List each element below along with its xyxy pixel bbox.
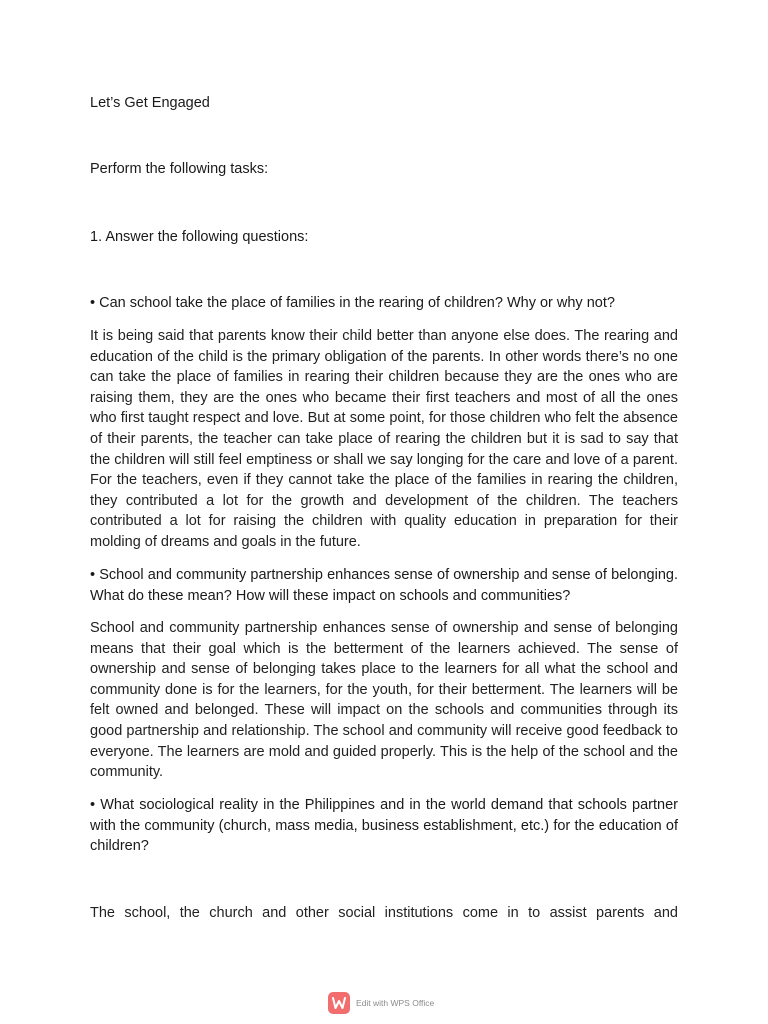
footer-text: Edit with WPS Office <box>356 998 435 1008</box>
question-2: • School and community partnership enhances sense of ownership and sense of belonging. What do these mean? How will these impact on schools and communities? <box>90 567 678 604</box>
section-title: Let’s Get Engaged <box>90 95 210 111</box>
answer-1: It is being said that parents know their child better than anyone else does. The rearing and education of the child is the primary obligation of the parents. In other words there’s no one can take the place of families in rearing their children because they are the ones who are raising them, they are the ones who became their first teachers and most of all the ones who first taught respect and love. But at some point, for those children who felt the absence of their parents, the teacher can take place of rearing the children but it is sad to say that the children will still feel emptiness or shall we say longing for the care and love of a parent. For the teachers, even if they cannot take the place of the families in rearing the children, they contributed a lot for the growth and development of the children. The teachers contributed a lot for raising the children with quality education in preparation for their molding of dreams and goals in the future. <box>90 328 678 550</box>
wps-office-logo-icon <box>328 992 350 1014</box>
answer-3: The school, the church and other social institutions come in to assist parents and <box>90 905 678 921</box>
question-3: • What sociological reality in the Philippines and in the world demand that schools partner with the community (church, mass media, business establishment, etc.) for the education of children? <box>90 797 678 854</box>
answer-2: School and community partnership enhances sense of ownership and sense of belonging means that their goal which is the betterment of the learners achieved. The sense of ownership and sense of belonging takes place to the learners for all what the school and community done is for the learners, for the youth, for their betterment. The learners will be felt owned and belonged. These will impact on the schools and communities through its good partnership and relationship. The school and community will receive good feedback to everyone. The learners are mold and guided properly. This is the help of the school and the community. <box>90 620 678 781</box>
intro-text: Perform the following tasks: <box>90 161 269 177</box>
wps-footer[interactable] <box>328 991 434 1015</box>
question-1: • Can school take the place of families in the rearing of children? Why or why not? <box>90 295 615 311</box>
task-item: 1. Answer the following questions: <box>90 229 309 245</box>
